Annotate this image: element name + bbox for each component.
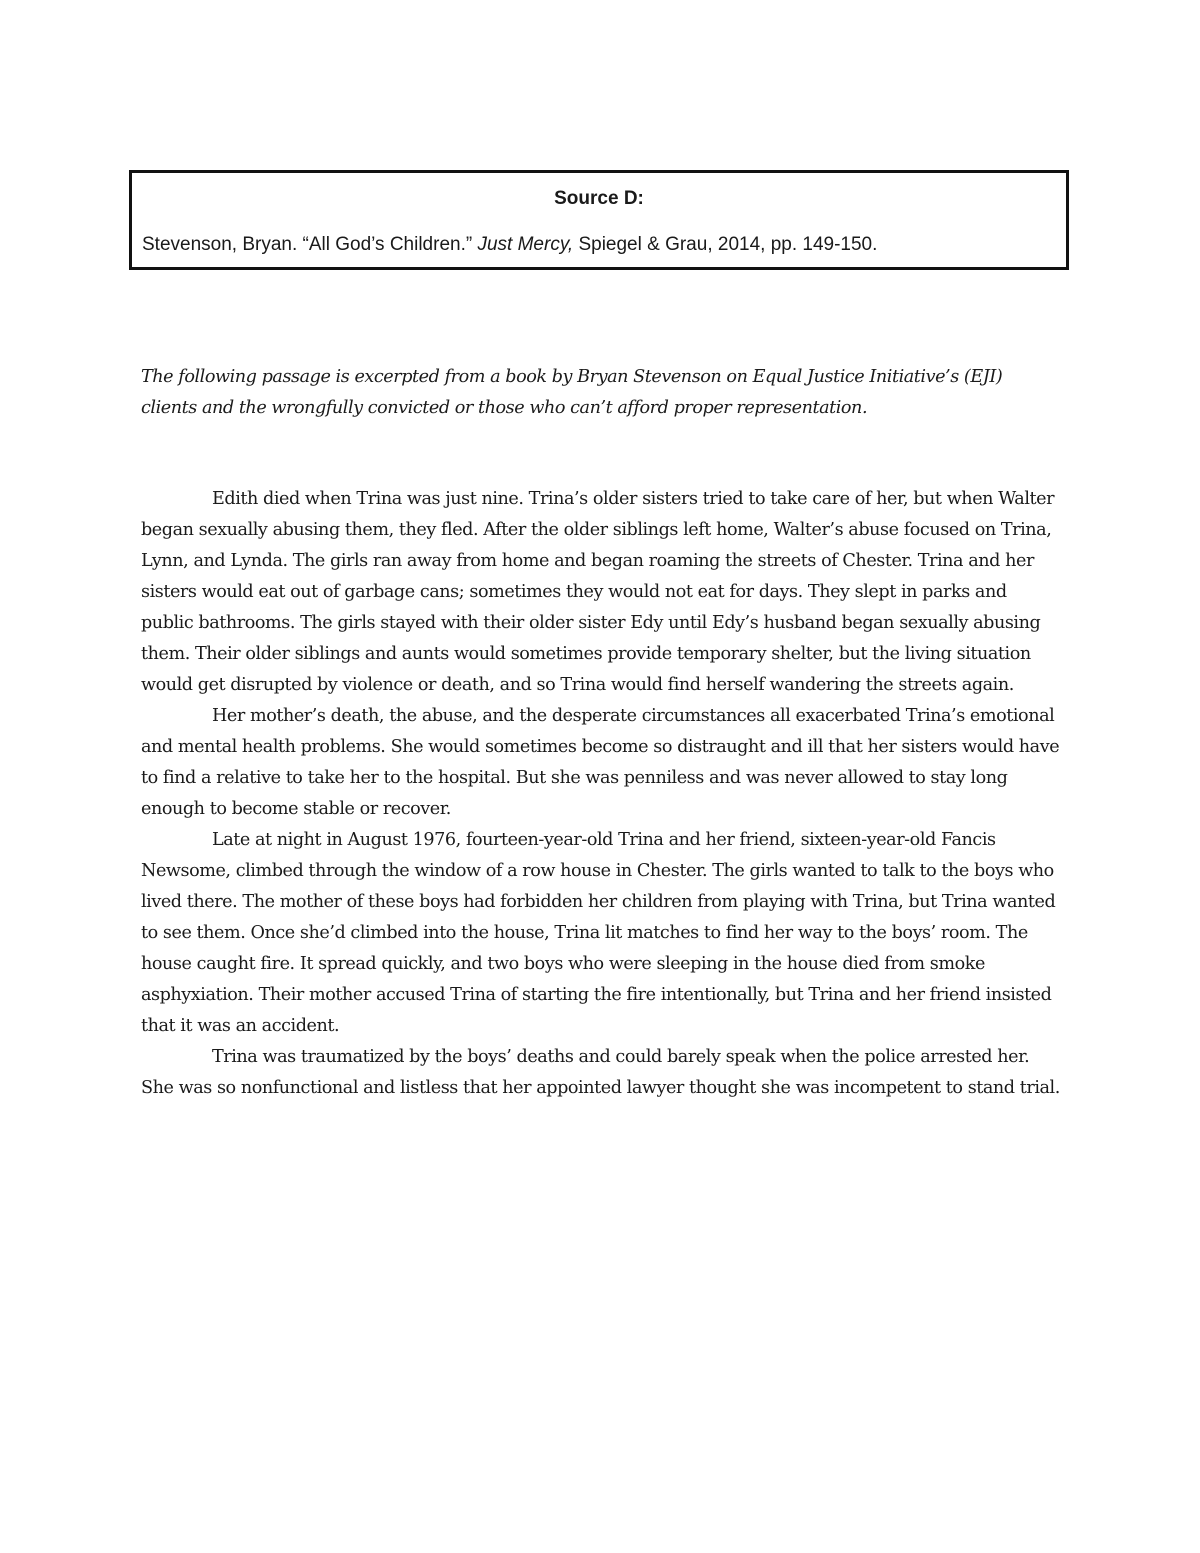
excerpt-paragraph-4: Trina was traumatized by the boys’ deaths and could barely speak when the police arrested her. She was so nonfunctional and listless that her appointed lawyer thought she was incompetent to stand trial. [141,1047,1060,1098]
source-citation-box [129,170,1069,270]
excerpt-paragraph-3: Late at night in August 1976, fourteen-year-old Trina and her friend, sixteen-year-old Fancis Newsome, climbed through the window of a row house in Chester. The girls wanted to talk to the boys who lived there. The mother of these boys had forbidden her children from playing with Trina, but Trina wanted to see them. Once she’d climbed into the house, Trina lit matches to find her way to the boys’ room. The house caught fire. It spread quickly, and two boys who were sleeping in the house died from smoke asphyxiation. Their mother accused Trina of starting the fire intentionally, but Trina and her friend insisted that it was an accident. [141,830,1056,1036]
citation-book-title: Just Mercy, [477,234,574,255]
excerpt-paragraph-2: Her mother’s death, the abuse, and the desperate circumstances all exacerbated Trina’s emotional and mental health problems. She would sometimes become so distraught and ill that her sisters would have to find a relative to take her to the hospital. But she was penniless and was never allowed to stay long enough to become stable or recover. [141,706,1060,819]
intro-note: The following passage is excerpted from a book by Bryan Stevenson on Equal Justice Initiative’s (EJI) clients and the wrongfully convicted or those who can’t afford proper representation. [141,367,1003,418]
source-heading: Source D: [554,188,644,209]
excerpt-paragraph-1: Edith died when Trina was just nine. Trina’s older sisters tried to take care of her, but when Walter began sexually abusing them, they fled. After the older siblings left home, Walter’s abuse focused on Trina, Lynn, and Lynda. The girls ran away from home and began roaming the streets of Chester. Trina and her sisters would eat out of garbage cans; sometimes they would not eat for days. They slept in parks and public bathrooms. The girls stayed with their older sister Edy until Edy’s husband began sexually abusing them. Their older siblings and aunts would sometimes provide temporary shelter, but the living situation would get disrupted by violence or death, and so Trina would find herself wandering the streets again. [141,489,1055,695]
citation-publication-details: Spiegel & Grau, 2014, pp. 149-150. [573,234,878,255]
excerpt-body [141,484,1061,1104]
citation-author: Stevenson, Bryan. “All God’s Children.” [142,234,478,255]
source-citation [142,233,877,257]
